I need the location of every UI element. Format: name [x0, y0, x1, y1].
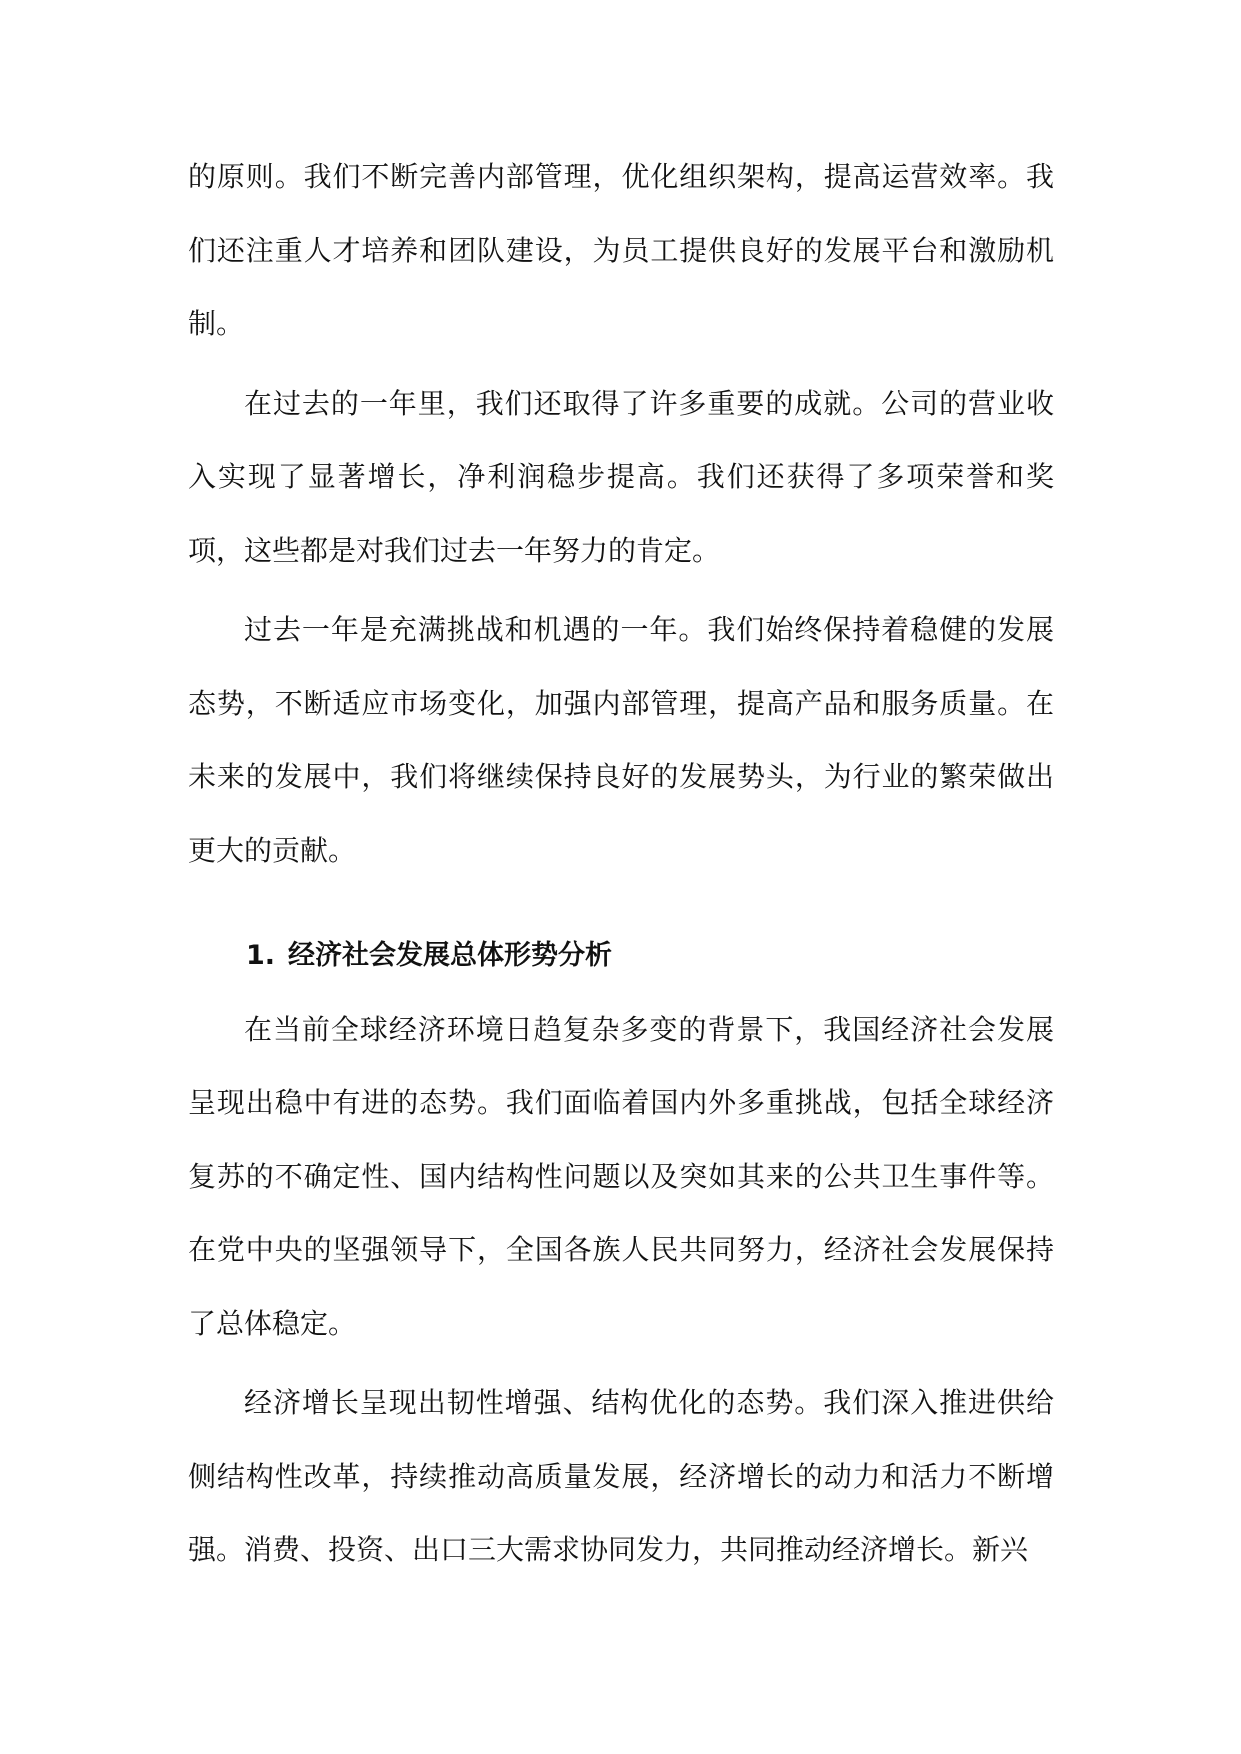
section-heading — [188, 919, 1054, 993]
document-body — [188, 140, 1054, 1587]
body-paragraph: 在当前全球经济环境日趋复杂多变的背景下，我国经济社会发展呈现出稳中有进的态势。我们面临着国内外多重挑战，包括全球经济复苏的不确定性、国内结构性问题以及突如其来的公共卫生事件等。在党中央的坚强领导下，全国各族人民共同努力，经济社会发展保持了总体稳定。 — [188, 1012, 1054, 1340]
body-paragraph: 的原则。我们不断完善内部管理，优化组织架构，提高运营效率。我们还注重人才培养和团队建设，为员工提供良好的发展平台和激励机制。 — [188, 160, 1054, 340]
section-title: 经济社会发展总体形势分析 — [288, 940, 612, 971]
body-paragraph: 在过去的一年里，我们还取得了许多重要的成就。公司的营业收入实现了显著增长，净利润稳步提高。我们还获得了多项荣誉和奖项，这些都是对我们过去一年努力的肯定。 — [188, 386, 1054, 567]
section-number: 1. — [246, 940, 276, 971]
body-paragraph: 经济增长呈现出韧性增强、结构优化的态势。我们深入推进供给侧结构性改革，持续推动高质量发展，经济增长的动力和活力不断增强。消费、投资、出口三大需求协同发力，共同推动经济增长。新兴 — [188, 1386, 1054, 1566]
body-paragraph: 过去一年是充满挑战和机遇的一年。我们始终保持着稳健的发展态势，不断适应市场变化，加强内部管理，提高产品和服务质量。在未来的发展中，我们将继续保持良好的发展势头，为行业的繁荣做出更大的贡献。 — [188, 613, 1054, 867]
section-spacer — [188, 887, 1054, 919]
